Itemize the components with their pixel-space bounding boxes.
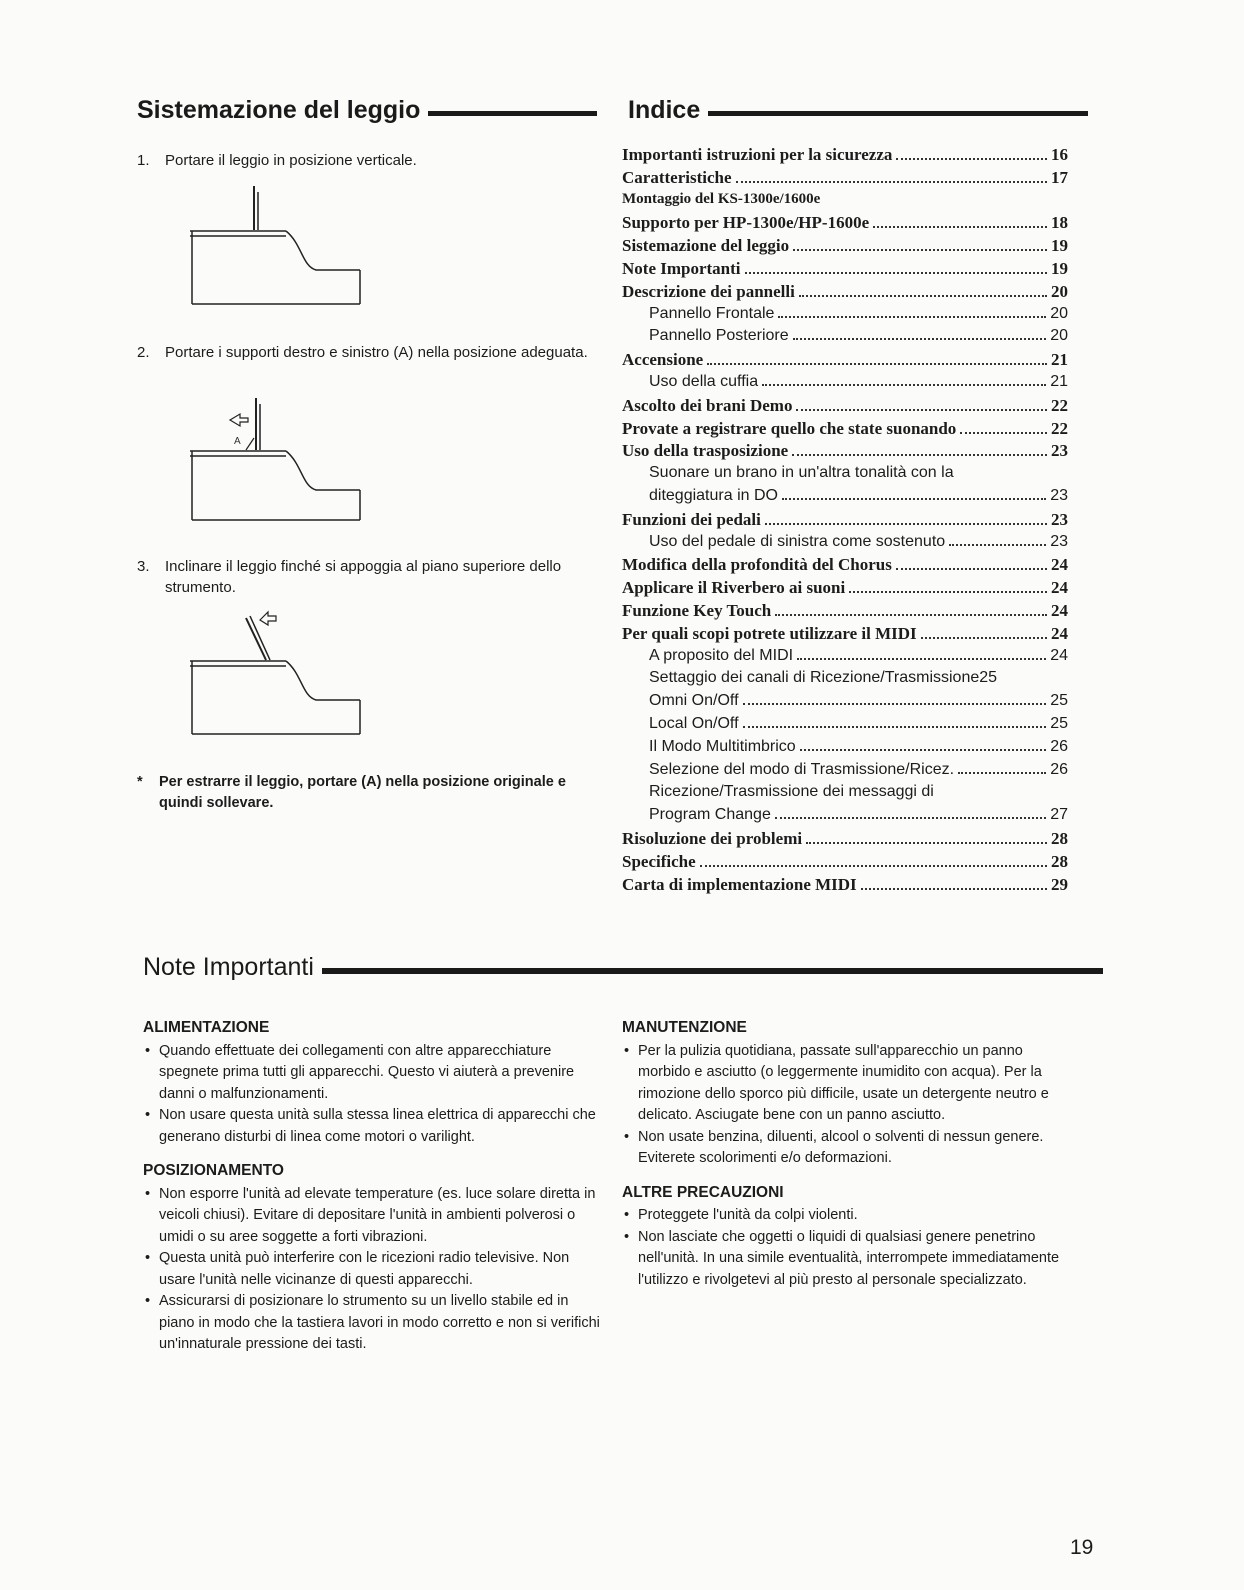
toc-subentry[interactable]: Ricezione/Trasmissione dei messaggi di: [649, 783, 934, 801]
toc-entry[interactable]: Sistemazione del leggio 19: [622, 236, 1068, 256]
list-item: • Questa unità può interferire con le ricezioni radio televisive. Non usare l'unità nelle vicinanze di questi apparecchi.: [143, 1248, 603, 1291]
toc-entry[interactable]: Ascolto dei brani Demo 22: [622, 395, 1068, 415]
toc-entry[interactable]: Caratteristiche 17: [622, 167, 1068, 187]
toc-subentry[interactable]: Settaggio dei canali di Ricezione/Trasmissione 25: [649, 669, 998, 687]
leggio-tilted-illustration: [190, 610, 370, 740]
toc-subentry[interactable]: Local On/Off 25: [649, 714, 1068, 732]
step-text: Portare il leggio in posizione verticale.: [165, 152, 417, 169]
toc-entry[interactable]: Risoluzione dei problemi 28: [622, 828, 1068, 848]
list-item: • Non usate benzina, diluenti, alcool o solventi di nessun genere. Eviterete scolorimenti e/o deformazioni.: [622, 1127, 1072, 1170]
leggio-title: Sistemazione del leggio: [137, 96, 421, 124]
arrow-icon: [260, 612, 276, 625]
toc-entry[interactable]: Descrizione dei pannelli 20: [622, 281, 1068, 301]
list-item: • Quando effettuate dei collegamenti con altre apparecchiature spegnete prima tutti gli apparecchi. Questo vi aiuterà a prevenire danni o malfunzionamenti.: [143, 1041, 603, 1106]
note-text: Per estrarre il leggio, portare (A) nella posizione originale e quindi sollevare.: [159, 774, 566, 811]
toc-subentry[interactable]: A proposito del MIDI 24: [649, 646, 1068, 664]
posizionamento-heading: POSIZIONAMENTO: [143, 1162, 284, 1179]
leggio-step-2: [137, 342, 597, 363]
arrow-icon: [230, 414, 248, 426]
manutenzione-block: [622, 1017, 1072, 1170]
toc-entry[interactable]: Supporto per HP-1300e/HP-1600e 18: [622, 213, 1068, 233]
toc-subentry[interactable]: Pannello Posteriore 20: [649, 327, 1068, 345]
leggio-step-1: [137, 150, 597, 171]
toc-entry[interactable]: Carta di implementazione MIDI 29: [622, 874, 1068, 894]
list-item: • Assicurarsi di posizionare lo strumento su un livello stabile ed in piano in modo che la tastiera lavori in modo corretto e non si verifichi un'innaturale pressione dei tasti.: [143, 1291, 603, 1356]
toc-entry[interactable]: Uso della trasposizione 23: [622, 441, 1068, 461]
note-section-header: [143, 953, 1103, 982]
manutenzione-heading: MANUTENZIONE: [622, 1019, 747, 1036]
note-title: Note Importanti: [143, 953, 314, 981]
toc-entry[interactable]: Funzioni dei pedali 23: [622, 509, 1068, 529]
indice-section-header: [628, 96, 1088, 125]
toc-entry[interactable]: Accensione 21: [622, 350, 1068, 370]
toc-subentry[interactable]: Il Modo Multitimbrico 26: [649, 737, 1068, 755]
toc-subentry[interactable]: Program Change 27: [649, 806, 1068, 824]
alimentazione-block: [143, 1017, 603, 1148]
indice-title: Indice: [628, 96, 701, 124]
toc-entry[interactable]: Specifiche 28: [622, 851, 1068, 871]
altre-precauzioni-block: [622, 1182, 1072, 1292]
note-left-column: [143, 1017, 603, 1368]
label-a: A: [234, 436, 241, 447]
list-item: • Non lasciate che oggetti o liquidi di qualsiasi genere penetrino nell'unità. In una simile eventualità, interrompete immediatamente l'utilizzo e rivolgetevi al più presto al personale specializzato.: [622, 1227, 1072, 1292]
toc-subentry[interactable]: Uso della cuffia 21: [649, 372, 1068, 390]
step-number: 3.: [137, 558, 150, 575]
step-number: 1.: [137, 152, 150, 169]
toc-entry[interactable]: Modifica della profondità del Chorus 24: [622, 555, 1068, 575]
step-text: Portare i supporti destro e sinistro (A) nella posizione adeguata.: [165, 344, 588, 361]
toc-subentry[interactable]: Suonare un brano in un'altra tonalità con la: [649, 464, 954, 482]
leggio-step-3: [137, 556, 597, 598]
header-rule: [708, 111, 1088, 116]
toc-entry[interactable]: Funzione Key Touch 24: [622, 600, 1068, 620]
leggio-upright-illustration: [190, 184, 370, 309]
toc-entry[interactable]: Per quali scopi potrete utilizzare il MIDI 24: [622, 623, 1068, 643]
toc-subentry[interactable]: Selezione del modo di Trasmissione/Ricez. 26: [649, 760, 1068, 778]
note-asterisk: *: [137, 774, 143, 790]
step-text: Inclinare il leggio finché si appoggia al piano superiore dello strumento.: [165, 558, 562, 596]
list-item: • Non usare questa unità sulla stessa linea elettrica di apparecchi che generano disturbi di linea come motori o varilight.: [143, 1105, 603, 1148]
step-number: 2.: [137, 344, 150, 361]
toc-entry[interactable]: Note Importanti 19: [622, 258, 1068, 278]
list-item: • Non esporre l'unità ad elevate temperature (es. luce solare diretta in veicoli chiusi). Evitare di depositare l'unità in ambienti polverosi o umidi o su aree soggette a forti vibrazioni.: [143, 1184, 603, 1249]
toc-subentry[interactable]: Uso del pedale di sinistra come sostenuto 23: [649, 532, 1068, 550]
header-rule: [428, 111, 597, 116]
toc-entry[interactable]: Provate a registrare quello che state suonando 22: [622, 418, 1068, 438]
leggio-section-header: [137, 96, 597, 125]
list-item: • Proteggete l'unità da colpi violenti.: [622, 1205, 1072, 1227]
altre-precauzioni-heading: ALTRE PRECAUZIONI: [622, 1183, 784, 1201]
toc-entry[interactable]: Importanti istruzioni per la sicurezza 16: [622, 145, 1068, 164]
table-of-contents: [622, 145, 1068, 897]
toc-entry[interactable]: Applicare il Riverbero ai suoni 24: [622, 578, 1068, 598]
toc-subentry[interactable]: diteggiatura in DO 23: [649, 486, 1068, 504]
page-number: 19: [1070, 1536, 1094, 1559]
toc-subentry[interactable]: Pannello Frontale 20: [649, 304, 1068, 322]
leggio-support-illustration: [190, 394, 370, 524]
posizionamento-block: [143, 1160, 603, 1356]
header-rule: [322, 968, 1103, 974]
toc-entry[interactable]: Montaggio del KS-1300e/1600e: [622, 190, 821, 207]
toc-subentry[interactable]: Omni On/Off 25: [649, 692, 1068, 710]
list-item: • Per la pulizia quotidiana, passate sull'apparecchio un panno morbido e asciutto (o leggermente inumidito con acqua). Per la rimozione dello sporco più difficile, usate un detergente neutro e delicato. Asciugate bene con un panno asciutto.: [622, 1041, 1072, 1127]
leggio-note: [137, 772, 577, 814]
alimentazione-heading: ALIMENTAZIONE: [143, 1019, 270, 1036]
note-right-column: [622, 1017, 1072, 1303]
